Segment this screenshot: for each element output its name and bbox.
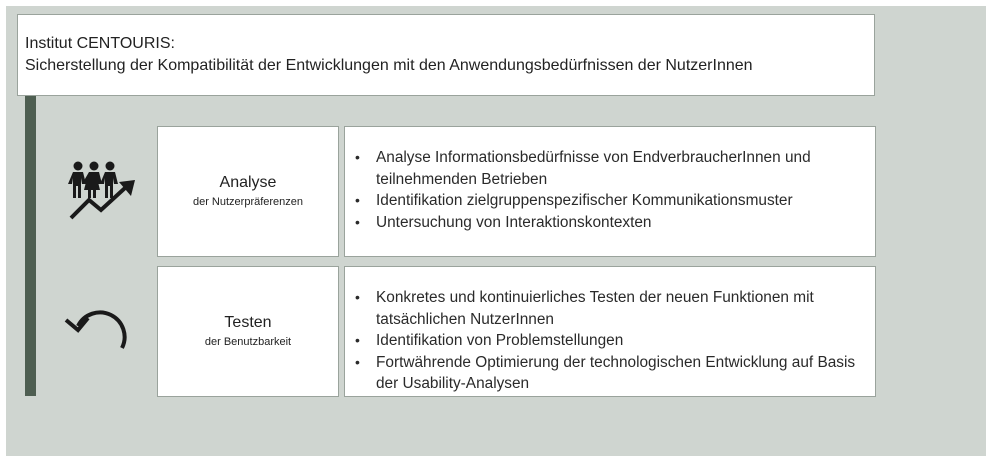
testen-label-box [157, 266, 339, 397]
list-item: • Analyse Informationsbedürfnisse von EndverbraucherInnen und teilnehmenden Betrieben [345, 147, 867, 190]
analyse-title: Analyse [219, 174, 277, 191]
analyse-subtitle: der Nutzerpräferenzen [192, 196, 304, 208]
list-item: • Fortwährende Optimierung der technologischen Entwicklung auf Basis der Usability-Analysen [345, 352, 867, 395]
analyse-bullet-list [345, 147, 867, 233]
list-item: • Identifikation zielgruppenspezifischer Kommunikationsmuster [345, 190, 867, 212]
header-box [17, 14, 875, 96]
testen-subtitle: der Benutzbarkeit [204, 336, 292, 348]
testen-bullet-list [345, 287, 867, 395]
cycle-arrow-icon [60, 294, 136, 354]
vertical-bar [25, 96, 36, 396]
list-item: • Identifikation von Problemstellungen [345, 330, 867, 352]
header-title: Institut CENTOURIS: [25, 35, 175, 52]
header-subtitle: Sicherstellung der Kompatibilität der Entwicklungen mit den Anwendungsbedürfnissen der NutzerInnen [25, 57, 753, 74]
analyse-bullet-box [344, 126, 876, 257]
testen-title: Testen [224, 314, 272, 331]
testen-bullet-box [344, 266, 876, 397]
analyse-label-box [157, 126, 339, 257]
list-item: • Konkretes und kontinuierliches Testen der neuen Funktionen mit tatsächlichen NutzerInnen [345, 287, 867, 330]
list-item: • Untersuchung von Interaktionskontexten [345, 212, 867, 234]
people-growth-icon [65, 160, 141, 222]
